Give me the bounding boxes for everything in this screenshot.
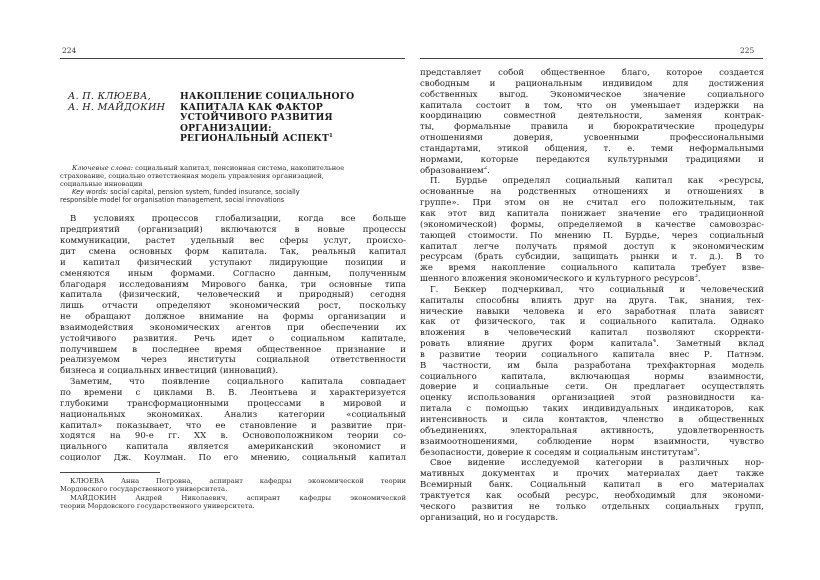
text-line: Свое видение исследуемой категории в различных нор- <box>430 458 764 469</box>
footnote-mark: 5 <box>693 447 698 453</box>
text-line: как этот вид капитала понижает значение его традиционной <box>420 208 764 219</box>
text-line: организаций, но и государств. <box>420 512 558 523</box>
keywords-en-label: Key words: <box>72 188 109 197</box>
text-line: получившем в последнее время общественное признание и <box>60 344 406 355</box>
text-line <box>420 166 764 177</box>
text-line: основанные на родственных отношениях и отношениях в <box>420 187 764 198</box>
text-line: предприятий (организаций) включаются в новые процессы <box>60 225 406 236</box>
title-line: ОРГАНИЗАЦИИ: <box>180 122 272 134</box>
text-line: и капитал физический уступают лидирующие позиции и <box>60 257 406 268</box>
text-line: В частности, им была разработана трехфакторная модель <box>420 360 764 371</box>
keywords-ru-line <box>60 164 406 172</box>
text-line: интенсивность и сила контактов, членство в общественных <box>420 415 764 425</box>
text-line: сменяются иным формами. Согласно данным, полученным <box>60 268 406 279</box>
text-line: собственных выгод. Экономическое значение социального <box>420 89 764 100</box>
text-line: тающей стоимости. По мнению П. Бурдье, через социальный <box>420 230 764 241</box>
page-number-right: 225 <box>740 46 755 55</box>
footnote-mark: 4 <box>652 339 657 345</box>
keywords-en-line: responsible model for organisation management, social innovations <box>60 196 285 205</box>
text-line: благодаря исследованиям Мирового банка, три основные типа <box>60 279 406 290</box>
text-line: дит смена основных форм капитала. Так, реальный капитал <box>60 247 406 257</box>
text-line: П. Бурдье определял социальный капитал как «ресурсы, <box>430 176 764 187</box>
text-line: координацию совместной деятельности, заменяя контрак- <box>420 111 764 122</box>
text-line: как от физического, так и социального капитала. Однако <box>420 317 764 328</box>
header-rule-left <box>60 58 405 59</box>
text-line: циального капитала является американский экономист и <box>60 442 406 453</box>
text-line: (экономической) формы, определяемой в качестве самовозрас- <box>420 219 764 230</box>
text-line: взаимодействия экономических агентов при обеспечении их <box>60 322 406 333</box>
text-line: представляет собой общественное благо, которое создается <box>420 68 764 78</box>
text-line: национальных экономиках. Анализ категории «социальный <box>60 409 406 420</box>
text-line: ты, формальные правила и бюрократические процедуры <box>420 122 764 133</box>
footnote-line: теории Мордовского государственного университета. <box>60 502 255 511</box>
article-header <box>60 88 406 160</box>
text-line: стандартами, этикой общения, т. е. теми неформальными <box>420 143 764 154</box>
text-line: же время накопление социального капитала требует взве- <box>420 263 764 274</box>
title-line: УСТОЙЧИВОГО РАЗВИТИЯ <box>180 112 333 124</box>
text-line: нические навыки человека и его заработная плата зависят <box>420 306 764 317</box>
text-line: трактуется как особый ресурс, необходимый для экономи- <box>420 490 764 501</box>
text-line: мативных документах и прочих материалах дает также <box>420 469 764 480</box>
text-line-text: безопасности, доверие к соседям и социальным институтам <box>420 447 694 458</box>
page-number-left: 224 <box>62 46 77 55</box>
text-line-text: шенного вложения экономического и культурного ресурсов <box>420 274 695 285</box>
keywords-ru-line: страхование, социально ответственная модель управления организацией, <box>60 172 324 181</box>
text-line: социального капитала, включающая нормы взаимности, <box>420 371 764 382</box>
footnote-mark: 2 <box>483 165 488 171</box>
text-line: в развитие теории социального капитала внес Р. Патнэм. <box>420 349 764 360</box>
text-line: свободным и рациональным индивидом для достижения <box>420 78 764 89</box>
text-line: устойчивого развития. Речь идет о социальном капитале, <box>60 333 406 344</box>
text-line-tail: . <box>697 447 700 458</box>
text-line: Г. Беккер подчеркивал, что социальный и человеческий <box>430 284 764 295</box>
footnote-line: Мордовского государственного университета. <box>60 485 228 494</box>
text-line: нормами, которые передаются культурными традициями и <box>420 154 764 165</box>
left-body <box>60 214 406 463</box>
text-line: капитал» показывает, что ее становление и развитие при- <box>60 420 406 431</box>
paragraph-2 <box>60 377 406 464</box>
text-line: капитала состоит в том, что он уменьшает издержки на <box>420 100 764 111</box>
text-line: ресурсам (брать субсидии, защищать рынки и т. д.). В то <box>420 252 764 263</box>
text-line: лишь отчасти определяют экономический рост, поскольку <box>60 301 406 312</box>
footnotes <box>60 477 406 511</box>
title-line-text: РЕГИОНАЛЬНЫЙ АСПЕКТ <box>180 133 329 145</box>
authors <box>68 92 165 113</box>
text-line: не обращают должное внимание на формы организации и <box>60 312 406 323</box>
footnote-rule <box>60 472 160 473</box>
text-line: Заметим, что появление социального капитала совпадает <box>70 377 406 388</box>
author-2: А. Н. МАЙДОКИН <box>68 101 166 113</box>
keywords-en-line <box>60 188 406 196</box>
text-line: реализуемом через институты социальной ответственности <box>60 355 406 366</box>
left-page <box>60 68 406 510</box>
text-line: ческого развития не только отдельных социальных групп, <box>420 501 764 512</box>
text-line: Всемирный банк. Социальный капитал в его материалах <box>420 480 764 491</box>
text-line: оценку использования организацией этой разновидности ка- <box>420 393 764 404</box>
text-line: капитала (физический, человеческий и природный) сегодня <box>60 290 406 301</box>
right-body <box>420 68 764 523</box>
keywords-ru-text: социальный капитал, пенсионная система, накопительное <box>135 164 345 172</box>
text-line-tail: . <box>487 165 490 176</box>
footnote-mark: 3 <box>694 274 698 280</box>
title-line: НАКОПЛЕНИЕ СОЦИАЛЬНОГО <box>180 91 355 102</box>
title-footnote-mark: 1 <box>328 133 333 140</box>
keywords-en-text: social capital, pension system, funded insurance, socially <box>110 188 300 197</box>
text-line: глубокими трансформационными процессами в мировой и <box>60 398 406 409</box>
paragraph-r3 <box>420 285 764 459</box>
text-line: ходятся на 90-е гг. XX в. Основоположником теории со- <box>60 431 406 442</box>
text-line: В условиях процессов глобализации, когда все больше <box>70 214 406 225</box>
text-line: питала с помощью таких индивидуальных индикаторов, как <box>420 404 764 415</box>
text-line: капитал легче получать прямой доступ к экономическим <box>420 241 764 252</box>
text-line <box>420 339 764 350</box>
text-line: взаимоотношениями, соблюдение норм взаимности, чувство <box>420 436 764 447</box>
author-1: А. П. КЛЮЕВА, <box>68 91 151 102</box>
text-line-text: образованием <box>420 165 484 176</box>
text-line: отношениями доверия, усвоенными профессиональными <box>420 133 764 144</box>
keywords-ru-label: Ключевые слова: <box>72 164 134 172</box>
header-rule-right <box>420 58 763 59</box>
text-line: бизнеса и социальных инвестиций (инноваций). <box>60 366 279 377</box>
paragraph-r4 <box>420 458 764 523</box>
footnote-line: КЛЮЕВА Анна Петровна, аспирант кафедры экономической теории <box>70 476 406 485</box>
article-title <box>180 92 406 145</box>
text-line: по времени с циклами В. В. Леонтьева и характеризуется <box>60 387 406 398</box>
text-line: социолог Дж. Коулман. По его мнению, социальный капитал <box>60 453 406 464</box>
footnote-line: МАЙДОКИН Андрей Николаевич, аспирант кафедры экономической <box>70 493 406 502</box>
text-line: капиталы способны влиять друг на друга. Так, знания, тех- <box>420 295 764 306</box>
right-page <box>420 68 764 523</box>
title-line <box>180 134 406 145</box>
text-line-text: ровать влияние других форм капитала <box>420 339 653 350</box>
paragraph-1 <box>60 214 406 377</box>
text-line: группе». При этом он не считал его положительным, так <box>420 198 764 209</box>
text-line <box>420 274 764 285</box>
text-line: объединениях, электоральная активность, удовлетворенность <box>420 425 764 436</box>
paragraph-r2 <box>420 176 764 284</box>
text-line: доверие и социальные сети. Он предлагает осуществлять <box>420 382 764 393</box>
title-line: КАПИТАЛА КАК ФАКТОР <box>180 101 323 113</box>
text-line <box>420 448 764 459</box>
text-line: коммуникации, растет удельный вес сферы услуг, происхо- <box>60 236 406 247</box>
paragraph-r1 <box>420 68 764 176</box>
keywords-block <box>60 164 406 204</box>
keywords-ru-line: социальные инновации <box>60 180 143 189</box>
text-line: вложения в человеческий капитал позволяют скорректи- <box>420 328 764 339</box>
text-line-tail: . Заметный вклад <box>656 339 764 350</box>
text-line-tail: . <box>697 274 701 285</box>
